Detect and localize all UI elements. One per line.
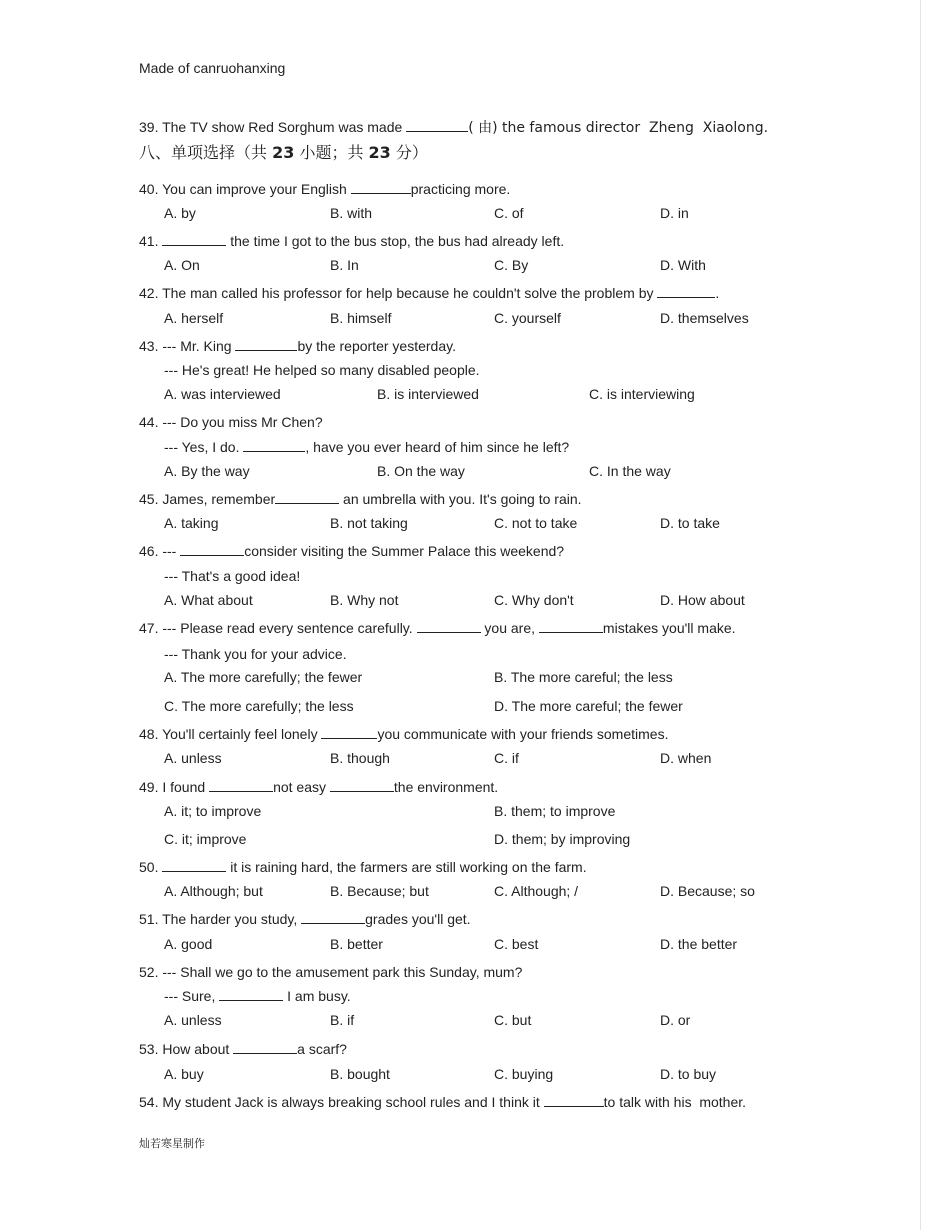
q45-option-d[interactable]: D. to take [660, 515, 720, 531]
q52-text-a: --- Sure, [164, 988, 220, 1004]
question-39 [139, 119, 768, 136]
q50-option-c[interactable]: C. Although; / [494, 883, 579, 899]
q49-text-c: the environment. [393, 779, 499, 795]
q46-text-a: 46. --- [139, 543, 181, 559]
question-54 [139, 1094, 746, 1110]
section-title-c: 分） [390, 143, 428, 162]
q47-option-d[interactable]: D. The more careful; the fewer [494, 698, 683, 714]
q53-text-a: 53. How about [139, 1041, 234, 1057]
q45-option-c[interactable]: C. not to take [494, 515, 578, 531]
q43-line-2: --- He's great! He helped so many disabled people. [164, 362, 480, 378]
footer-credit: 灿若寒星制作 [139, 1137, 205, 1150]
answer-blank [219, 988, 283, 1001]
q48-option-d[interactable]: D. when [660, 750, 712, 766]
q40-text-a: 40. You can improve your English [139, 181, 351, 197]
q51-option-a[interactable]: A. good [164, 936, 213, 952]
question-48 [139, 726, 668, 742]
q40-text-b: practicing more. [410, 181, 511, 197]
q46-option-b[interactable]: B. Why not [330, 592, 399, 608]
answer-blank [275, 491, 339, 504]
q44-option-c[interactable]: C. In the way [589, 463, 671, 479]
q48-text-b: you communicate with your friends sometimes. [377, 726, 669, 742]
q42-option-a[interactable]: A. herself [164, 310, 224, 326]
section-count-1: 23 [272, 143, 295, 162]
q40-option-d[interactable]: D. in [660, 205, 689, 221]
q53-option-b[interactable]: B. bought [330, 1066, 390, 1082]
q52-option-d[interactable]: D. or [660, 1012, 691, 1028]
q42-option-d[interactable]: D. themselves [660, 310, 749, 326]
answer-blank [301, 911, 365, 924]
section-count-2: 23 [368, 143, 391, 162]
q44-option-a[interactable]: A. By the way [164, 463, 250, 479]
q45-text-b: an umbrella with you. It's going to rain. [339, 491, 582, 507]
q52-option-b[interactable]: B. if [330, 1012, 355, 1028]
q43-text-a: 43. --- Mr. King [139, 338, 236, 354]
answer-blank [539, 620, 603, 633]
answer-blank [162, 233, 226, 246]
question-50 [139, 859, 587, 875]
q41-option-d[interactable]: D. With [660, 257, 706, 273]
q40-option-c[interactable]: C. of [494, 205, 524, 221]
question-49 [139, 779, 498, 795]
section-title-a: 八、单项选择（共 [139, 143, 273, 162]
q52-option-a[interactable]: A. unless [164, 1012, 222, 1028]
q47-text-b: you are, [480, 620, 539, 636]
q44-text-a: --- Yes, I do. [164, 439, 244, 455]
answer-blank [351, 181, 411, 194]
q44-text-b: , have you ever heard of him since he left? [305, 439, 570, 455]
question-42 [139, 285, 719, 301]
answer-blank [243, 439, 305, 452]
q43-option-b[interactable]: B. is interviewed [377, 386, 479, 402]
q44-option-b[interactable]: B. On the way [377, 463, 465, 479]
q51-text-a: 51. The harder you study, [139, 911, 302, 927]
q41-option-a[interactable]: A. On [164, 257, 200, 273]
q46-option-d[interactable]: D. How about [660, 592, 745, 608]
q52-line-2 [164, 988, 351, 1004]
q46-line-2: --- That's a good idea! [164, 568, 301, 584]
section-title-b: 小题；共 [294, 143, 369, 162]
question-40 [139, 181, 510, 197]
q48-option-b[interactable]: B. though [330, 750, 390, 766]
q43-text-b: by the reporter yesterday. [297, 338, 456, 354]
q49-option-b[interactable]: B. them; to improve [494, 803, 616, 819]
answer-blank [162, 859, 226, 872]
q43-option-a[interactable]: A. was interviewed [164, 386, 281, 402]
q54-text-b: to talk with his mother. [603, 1094, 747, 1110]
page-edge [920, 0, 921, 1230]
answer-blank [330, 779, 394, 792]
answer-blank [657, 285, 715, 298]
q47-option-a[interactable]: A. The more carefully; the fewer [164, 669, 363, 685]
q40-option-b[interactable]: B. with [330, 205, 373, 221]
q50-option-a[interactable]: A. Although; but [164, 883, 263, 899]
answer-blank [544, 1094, 604, 1107]
q41-option-b[interactable]: B. In [330, 257, 359, 273]
answer-blank [406, 119, 468, 132]
q49-option-d[interactable]: D. them; by improving [494, 831, 631, 847]
q53-option-c[interactable]: C. buying [494, 1066, 554, 1082]
q49-text-a: 49. I found [139, 779, 210, 795]
q42-text-a: 42. The man called his professor for help because he couldn't solve the problem by [139, 285, 658, 301]
q43-option-c[interactable]: C. is interviewing [589, 386, 695, 402]
q39-text-b: ( 由) the famous director Zheng Xiaolong. [468, 120, 769, 136]
q41-text-a: 41. [139, 233, 163, 249]
header-made-of: Made of canruohanxing [139, 60, 286, 76]
q45-text-a: 45. James, remember [139, 491, 276, 507]
q53-option-d[interactable]: D. to buy [660, 1066, 717, 1082]
q47-option-b[interactable]: B. The more careful; the less [494, 669, 673, 685]
q46-option-a[interactable]: A. What about [164, 592, 253, 608]
question-44: 44. --- Do you miss Mr Chen? [139, 414, 323, 430]
q47-line-2: --- Thank you for your advice. [164, 646, 347, 662]
q41-text-b: the time I got to the bus stop, the bus had already left. [226, 233, 565, 249]
answer-blank [180, 543, 244, 556]
q46-option-c[interactable]: C. Why don't [494, 592, 574, 608]
q53-option-a[interactable]: A. buy [164, 1066, 204, 1082]
q48-option-a[interactable]: A. unless [164, 750, 222, 766]
q51-text-b: grades you'll get. [365, 911, 471, 927]
q45-option-a[interactable]: A. taking [164, 515, 219, 531]
q50-option-b[interactable]: B. Because; but [330, 883, 429, 899]
q52-text-b: I am busy. [283, 988, 351, 1004]
question-43 [139, 338, 456, 354]
q47-text-c: mistakes you'll make. [602, 620, 736, 636]
question-41 [139, 233, 564, 249]
question-52: 52. --- Shall we go to the amusement park this Sunday, mum? [139, 964, 523, 980]
q40-option-a[interactable]: A. by [164, 205, 196, 221]
question-53 [139, 1041, 347, 1057]
answer-blank [321, 726, 377, 739]
q51-option-c[interactable]: C. best [494, 936, 539, 952]
q45-option-b[interactable]: B. not taking [330, 515, 408, 531]
q42-option-c[interactable]: C. yourself [494, 310, 561, 326]
q52-option-c[interactable]: C. but [494, 1012, 532, 1028]
q53-text-b: a scarf? [297, 1041, 347, 1057]
q50-option-d[interactable]: D. Because; so [660, 883, 755, 899]
q49-option-c[interactable]: C. it; improve [164, 831, 247, 847]
q54-text-a: 54. My student Jack is always breaking school rules and I think it [139, 1094, 544, 1110]
answer-blank [209, 779, 273, 792]
answer-blank [235, 338, 297, 351]
q41-option-c[interactable]: C. By [494, 257, 529, 273]
q49-text-b: not easy [273, 779, 330, 795]
question-51 [139, 911, 471, 927]
q48-option-c[interactable]: C. if [494, 750, 519, 766]
section-heading [139, 145, 428, 161]
q39-text-a: 39. The TV show Red Sorghum was made [139, 119, 407, 135]
q50-text-a: 50. [139, 859, 163, 875]
q48-text-a: 48. You'll certainly feel lonely [139, 726, 322, 742]
answer-blank [417, 620, 481, 633]
q50-text-b: it is raining hard, the farmers are still working on the farm. [226, 859, 587, 875]
question-45 [139, 491, 582, 507]
q51-option-d[interactable]: D. the better [660, 936, 738, 952]
question-46 [139, 543, 564, 559]
q47-text-a: 47. --- Please read every sentence carefully. [139, 620, 417, 636]
q51-option-b[interactable]: B. better [330, 936, 383, 952]
q42-text-b: . [715, 285, 720, 301]
q42-option-b[interactable]: B. himself [330, 310, 392, 326]
q47-option-c[interactable]: C. The more carefully; the less [164, 698, 354, 714]
q44-line-2 [164, 439, 569, 455]
answer-blank [233, 1041, 297, 1054]
question-47 [139, 620, 736, 636]
q49-option-a[interactable]: A. it; to improve [164, 803, 262, 819]
q46-text-b: consider visiting the Summer Palace this weekend? [244, 543, 565, 559]
